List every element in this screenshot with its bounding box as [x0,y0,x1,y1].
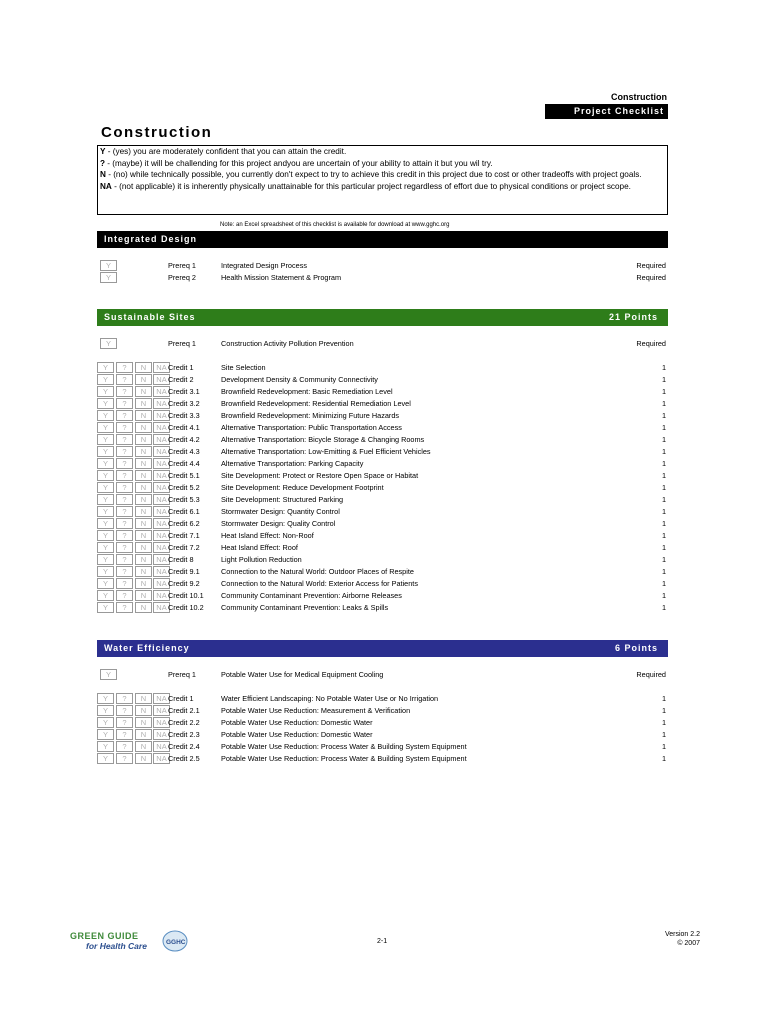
checkbox-maybe[interactable]: ? [116,506,133,517]
item-description: Potable Water Use Reduction: Measurement & Verification [221,706,411,715]
item-value: 1 [661,387,666,396]
item-value: 1 [661,730,666,739]
checkbox-na[interactable]: NA [153,693,170,704]
checkbox-no[interactable]: N [135,578,152,589]
item-code: Credit 2.1 [168,706,200,715]
item-code: Credit 9.1 [168,567,200,576]
credit-row [97,578,668,590]
item-code: Credit 10.2 [168,603,204,612]
item-description: Alternative Transportation: Parking Capacity [221,459,364,468]
checkbox-no[interactable]: N [135,753,152,764]
item-code: Prereq 2 [168,273,196,282]
item-description: Construction Activity Pollution Prevention [221,339,354,348]
checkbox-na[interactable]: NA [153,494,170,505]
checkbox-yes[interactable]: Y [97,530,114,541]
checkbox-na[interactable]: NA [153,729,170,740]
item-description: Site Development: Protect or Restore Open Space or Habitat [221,471,419,480]
item-description: Health Mission Statement & Program [221,273,342,282]
item-description: Potable Water Use Reduction: Process Water & Building System Equipment [221,742,467,751]
credit-row [97,494,668,506]
checkbox-na[interactable]: NA [153,741,170,752]
credit-row [97,362,668,374]
item-value: 1 [661,495,666,504]
legend-text: - (yes) you are moderately confident that you can attain the credit. [105,147,347,156]
item-value: Required [636,670,666,679]
credit-row [97,602,668,614]
item-value: 1 [661,375,666,384]
item-value: 1 [661,435,666,444]
copyright: © 2007 [677,940,700,947]
legend-line-yes [100,146,665,158]
checkbox-maybe[interactable]: ? [116,518,133,529]
checkbox-maybe[interactable]: ? [116,386,133,397]
item-description: Potable Water Use Reduction: Domestic Water [221,718,373,727]
item-code: Credit 8 [168,555,194,564]
item-description: Site Development: Structured Parking [221,495,344,504]
item-description: Development Density & Community Connectivity [221,375,378,384]
checkbox-no[interactable]: N [135,386,152,397]
checkbox-no[interactable]: N [135,494,152,505]
checkbox-na[interactable]: NA [153,434,170,445]
item-code: Credit 1 [168,363,194,372]
checkbox-yes[interactable]: Y [97,470,114,481]
checkbox-no[interactable]: N [135,470,152,481]
section-points: 6 Points [614,643,658,653]
credit-row [97,374,668,386]
checkbox-no[interactable]: N [135,434,152,445]
checkbox-no[interactable]: N [135,422,152,433]
checkbox-yes[interactable]: Y [100,338,117,349]
item-code: Credit 2 [168,375,194,384]
checkbox-na[interactable]: NA [153,386,170,397]
item-description: Heat Island Effect: Non-Roof [221,531,314,540]
section-title: Sustainable Sites [104,312,196,322]
item-value: 1 [661,447,666,456]
checkbox-na[interactable]: NA [153,506,170,517]
item-code: Prereq 1 [168,339,196,348]
checkbox-na[interactable]: NA [153,753,170,764]
credit-row [97,458,668,470]
credit-row [97,554,668,566]
item-value: 1 [661,423,666,432]
item-value: 1 [661,399,666,408]
credit-row [97,398,668,410]
section-header [97,640,668,657]
item-description: Connection to the Natural World: Exterior Access for Patients [221,579,418,588]
checkbox-yes[interactable]: Y [97,705,114,716]
credit-row [97,753,668,765]
item-code: Credit 4.4 [168,459,200,468]
item-code: Credit 2.4 [168,742,200,751]
item-description: Community Contaminant Prevention: Leaks & Spills [221,603,389,612]
item-value: 1 [661,567,666,576]
item-value: 1 [661,754,666,763]
checkbox-no[interactable]: N [135,458,152,469]
checkbox-yes[interactable]: Y [97,542,114,553]
page-number: 2-1 [377,938,388,945]
item-description: Site Selection [221,363,266,372]
item-description: Community Contaminant Prevention: Airborne Releases [221,591,402,600]
item-description: Brownfield Redevelopment: Basic Remediation Level [221,387,393,396]
checkbox-no[interactable]: N [135,554,152,565]
checkbox-no[interactable]: N [135,693,152,704]
checkbox-yes[interactable]: Y [100,272,117,283]
item-code: Prereq 1 [168,261,196,270]
checkbox-yes[interactable]: Y [97,566,114,577]
checkbox-yes[interactable]: Y [97,506,114,517]
item-code: Credit 4.1 [168,423,200,432]
download-note: Note: an Excel spreadsheet of this checklist is available for download at www.gghc.org [220,222,450,228]
legend-line-no [100,169,665,181]
checkbox-na[interactable]: NA [153,362,170,373]
item-value: 1 [661,363,666,372]
credit-row [97,741,668,753]
item-value: 1 [661,507,666,516]
checkbox-no[interactable]: N [135,398,152,409]
item-description: Site Development: Reduce Development Footprint [221,483,384,492]
checkbox-maybe[interactable]: ? [116,693,133,704]
item-code: Credit 3.1 [168,387,200,396]
credit-row [97,386,668,398]
prereq-row [97,272,668,284]
item-value: 1 [661,591,666,600]
checkbox-no[interactable]: N [135,362,152,373]
checkbox-na[interactable]: NA [153,705,170,716]
credit-row [97,705,668,717]
checkbox-yes[interactable]: Y [97,518,114,529]
item-description: Potable Water Use Reduction: Domestic Water [221,730,373,739]
item-code: Credit 5.2 [168,483,200,492]
item-value: 1 [661,555,666,564]
checkbox-no[interactable]: N [135,374,152,385]
checkbox-yes[interactable]: Y [97,386,114,397]
checkbox-maybe[interactable]: ? [116,753,133,764]
item-value: 1 [661,483,666,492]
checkbox-maybe[interactable]: ? [116,470,133,481]
item-value: 1 [661,543,666,552]
checkbox-no[interactable]: N [135,542,152,553]
checkbox-yes[interactable]: Y [97,729,114,740]
checkbox-yes[interactable]: Y [97,578,114,589]
legend-key: Y [100,147,106,156]
item-code: Credit 2.5 [168,754,200,763]
checkbox-yes[interactable]: Y [97,741,114,752]
section-title: Integrated Design [104,234,198,244]
checkbox-yes[interactable]: Y [97,374,114,385]
section-header [97,309,668,326]
item-value: 1 [661,519,666,528]
item-code: Credit 6.2 [168,519,200,528]
item-description: Connection to the Natural World: Outdoor Places of Respite [221,567,414,576]
item-code: Credit 7.2 [168,543,200,552]
item-value: 1 [661,531,666,540]
item-description: Potable Water Use for Medical Equipment Cooling [221,670,384,679]
item-code: Credit 10.1 [168,591,204,600]
credit-row [97,566,668,578]
section-header [97,231,668,248]
checkbox-na[interactable]: NA [153,398,170,409]
section-points: 21 Points [608,312,658,322]
credit-row [97,410,668,422]
logo-line1: GREEN GUIDE [70,931,139,941]
credit-row [97,422,668,434]
checkbox-no[interactable]: N [135,446,152,457]
legend-key: ? [100,158,106,168]
checkbox-na[interactable]: NA [153,422,170,433]
item-description: Alternative Transportation: Public Transportation Access [221,423,402,432]
item-code: Credit 6.1 [168,507,200,516]
legend-text: - (no) while technically possible, you currently don't expect to try to achieve this credit in this project due to cost or other tradeoffs with project goals. [105,170,642,179]
checkbox-no[interactable]: N [135,530,152,541]
checkbox-maybe[interactable]: ? [116,590,133,601]
credit-row [97,446,668,458]
item-code: Credit 1 [168,694,194,703]
checkbox-maybe[interactable]: ? [116,741,133,752]
checkbox-yes[interactable]: Y [97,590,114,601]
checkbox-maybe[interactable]: ? [116,602,133,613]
checkbox-na[interactable]: NA [153,374,170,385]
checkbox-no[interactable]: N [135,506,152,517]
checkbox-na[interactable]: NA [153,482,170,493]
checkbox-no[interactable]: N [135,518,152,529]
item-value: 1 [661,718,666,727]
item-value: 1 [661,603,666,612]
checkbox-na[interactable]: NA [153,578,170,589]
checkbox-maybe[interactable]: ? [116,458,133,469]
credit-row [97,518,668,530]
checkbox-no[interactable]: N [135,482,152,493]
checkbox-yes[interactable]: Y [97,398,114,409]
legend-line-maybe [100,158,665,170]
checkbox-na[interactable]: NA [153,446,170,457]
checkbox-no[interactable]: N [135,741,152,752]
item-description: Stormwater Design: Quality Control [221,519,336,528]
checkbox-yes[interactable]: Y [97,422,114,433]
credit-row [97,542,668,554]
item-description: Brownfield Redevelopment: Residential Remediation Level [221,399,411,408]
checkbox-no[interactable]: N [135,590,152,601]
checkbox-yes[interactable]: Y [97,494,114,505]
checkbox-na[interactable]: NA [153,530,170,541]
item-value: 1 [661,471,666,480]
item-value: 1 [661,706,666,715]
credit-row [97,729,668,741]
item-code: Credit 9.2 [168,579,200,588]
item-code: Credit 2.3 [168,730,200,739]
credit-row [97,434,668,446]
checkbox-yes[interactable]: Y [97,362,114,373]
credit-row [97,506,668,518]
checkbox-maybe[interactable]: ? [116,362,133,373]
checkbox-maybe[interactable]: ? [116,717,133,728]
legend-key: N [100,170,106,179]
item-description: Potable Water Use Reduction: Process Water & Building System Equipment [221,754,467,763]
version-label: Version 2.2 [664,931,700,938]
checkbox-maybe[interactable]: ? [116,542,133,553]
checkbox-yes[interactable]: Y [100,260,117,271]
item-code: Credit 3.3 [168,411,200,420]
checkbox-yes[interactable]: Y [97,410,114,421]
checkbox-yes[interactable]: Y [97,458,114,469]
item-description: Alternative Transportation: Bicycle Storage & Changing Rooms [221,435,425,444]
checkbox-na[interactable]: NA [153,717,170,728]
credit-row [97,530,668,542]
checkbox-yes[interactable]: Y [100,669,117,680]
checkbox-na[interactable]: NA [153,554,170,565]
section-title: Water Efficiency [104,643,190,653]
checkbox-na[interactable]: NA [153,542,170,553]
prereq-row [97,260,668,272]
checkbox-yes[interactable]: Y [97,602,114,613]
checkbox-maybe[interactable]: ? [116,446,133,457]
checkbox-maybe[interactable]: ? [116,410,133,421]
legend-key: NA [100,181,112,191]
checkbox-na[interactable]: NA [153,590,170,601]
checkbox-maybe[interactable]: ? [116,578,133,589]
checkbox-yes[interactable]: Y [97,554,114,565]
legend-line-na [100,181,665,193]
checkbox-no[interactable]: N [135,410,152,421]
item-code: Credit 7.1 [168,531,200,540]
item-description: Alternative Transportation: Low-Emitting & Fuel Efficient Vehicles [221,447,431,456]
page-title: Construction [101,124,213,141]
item-code: Credit 2.2 [168,718,200,727]
item-value: 1 [661,579,666,588]
checkbox-yes[interactable]: Y [97,693,114,704]
checkbox-maybe[interactable]: ? [116,422,133,433]
checkbox-no[interactable]: N [135,729,152,740]
credit-row [97,482,668,494]
checkbox-no[interactable]: N [135,566,152,577]
version-info [665,930,700,948]
checkbox-no[interactable]: N [135,602,152,613]
checkbox-maybe[interactable]: ? [116,398,133,409]
checkbox-yes[interactable]: Y [97,434,114,445]
item-code: Credit 3.2 [168,399,200,408]
logo-line2: for Health Care [86,941,147,951]
item-code: Credit 5.3 [168,495,200,504]
checkbox-maybe[interactable]: ? [116,374,133,385]
logo-mark: GGHC [166,939,186,946]
item-description: Light Pollution Reduction [221,555,302,564]
project-checklist-label: Project Checklist [545,104,668,119]
checkbox-na[interactable]: NA [153,566,170,577]
item-value: Required [636,261,666,270]
item-code: Prereq 1 [168,670,196,679]
checkbox-maybe[interactable]: ? [116,705,133,716]
item-description: Heat Island Effect: Roof [221,543,298,552]
item-description: Integrated Design Process [221,261,307,270]
checkbox-maybe[interactable]: ? [116,482,133,493]
item-value: Required [636,273,666,282]
checkbox-maybe[interactable]: ? [116,566,133,577]
item-code: Credit 4.3 [168,447,200,456]
credit-row [97,590,668,602]
checkbox-no[interactable]: N [135,705,152,716]
item-value: 1 [661,742,666,751]
checkbox-na[interactable]: NA [153,602,170,613]
item-value: 1 [661,694,666,703]
checkbox-yes[interactable]: Y [97,753,114,764]
credit-row [97,717,668,729]
green-guide-logo [68,928,188,954]
checkbox-maybe[interactable]: ? [116,494,133,505]
header-title: Construction [611,92,667,102]
credit-row [97,693,668,705]
item-value: 1 [661,411,666,420]
credit-row [97,470,668,482]
checkbox-na[interactable]: NA [153,458,170,469]
item-description: Brownfield Redevelopment: Minimizing Future Hazards [221,411,400,420]
checkbox-maybe[interactable]: ? [116,554,133,565]
checkbox-yes[interactable]: Y [97,446,114,457]
item-description: Stormwater Design: Quantity Control [221,507,340,516]
checkbox-maybe[interactable]: ? [116,530,133,541]
item-value: 1 [661,459,666,468]
checkbox-na[interactable]: NA [153,518,170,529]
legend-text: - (maybe) it will be challending for this project andyou are uncertain of your ability to attain it but you wil try. [105,158,493,168]
legend-box [97,145,668,215]
item-description: Water Efficient Landscaping: No Potable Water Use or No Irrigation [221,694,439,703]
checkbox-maybe[interactable]: ? [116,729,133,740]
checkbox-maybe[interactable]: ? [116,434,133,445]
legend-text: - (not applicable) it is inherently physically unattainable for this particular project regardless of effort due to physical conditions or project scope. [111,181,631,191]
checkbox-no[interactable]: N [135,717,152,728]
checkbox-na[interactable]: NA [153,470,170,481]
checkbox-na[interactable]: NA [153,410,170,421]
prereq-row [97,338,668,350]
item-value: Required [636,339,666,348]
item-code: Credit 4.2 [168,435,200,444]
item-code: Credit 5.1 [168,471,200,480]
checkbox-yes[interactable]: Y [97,717,114,728]
checkbox-yes[interactable]: Y [97,482,114,493]
prereq-row [97,669,668,681]
